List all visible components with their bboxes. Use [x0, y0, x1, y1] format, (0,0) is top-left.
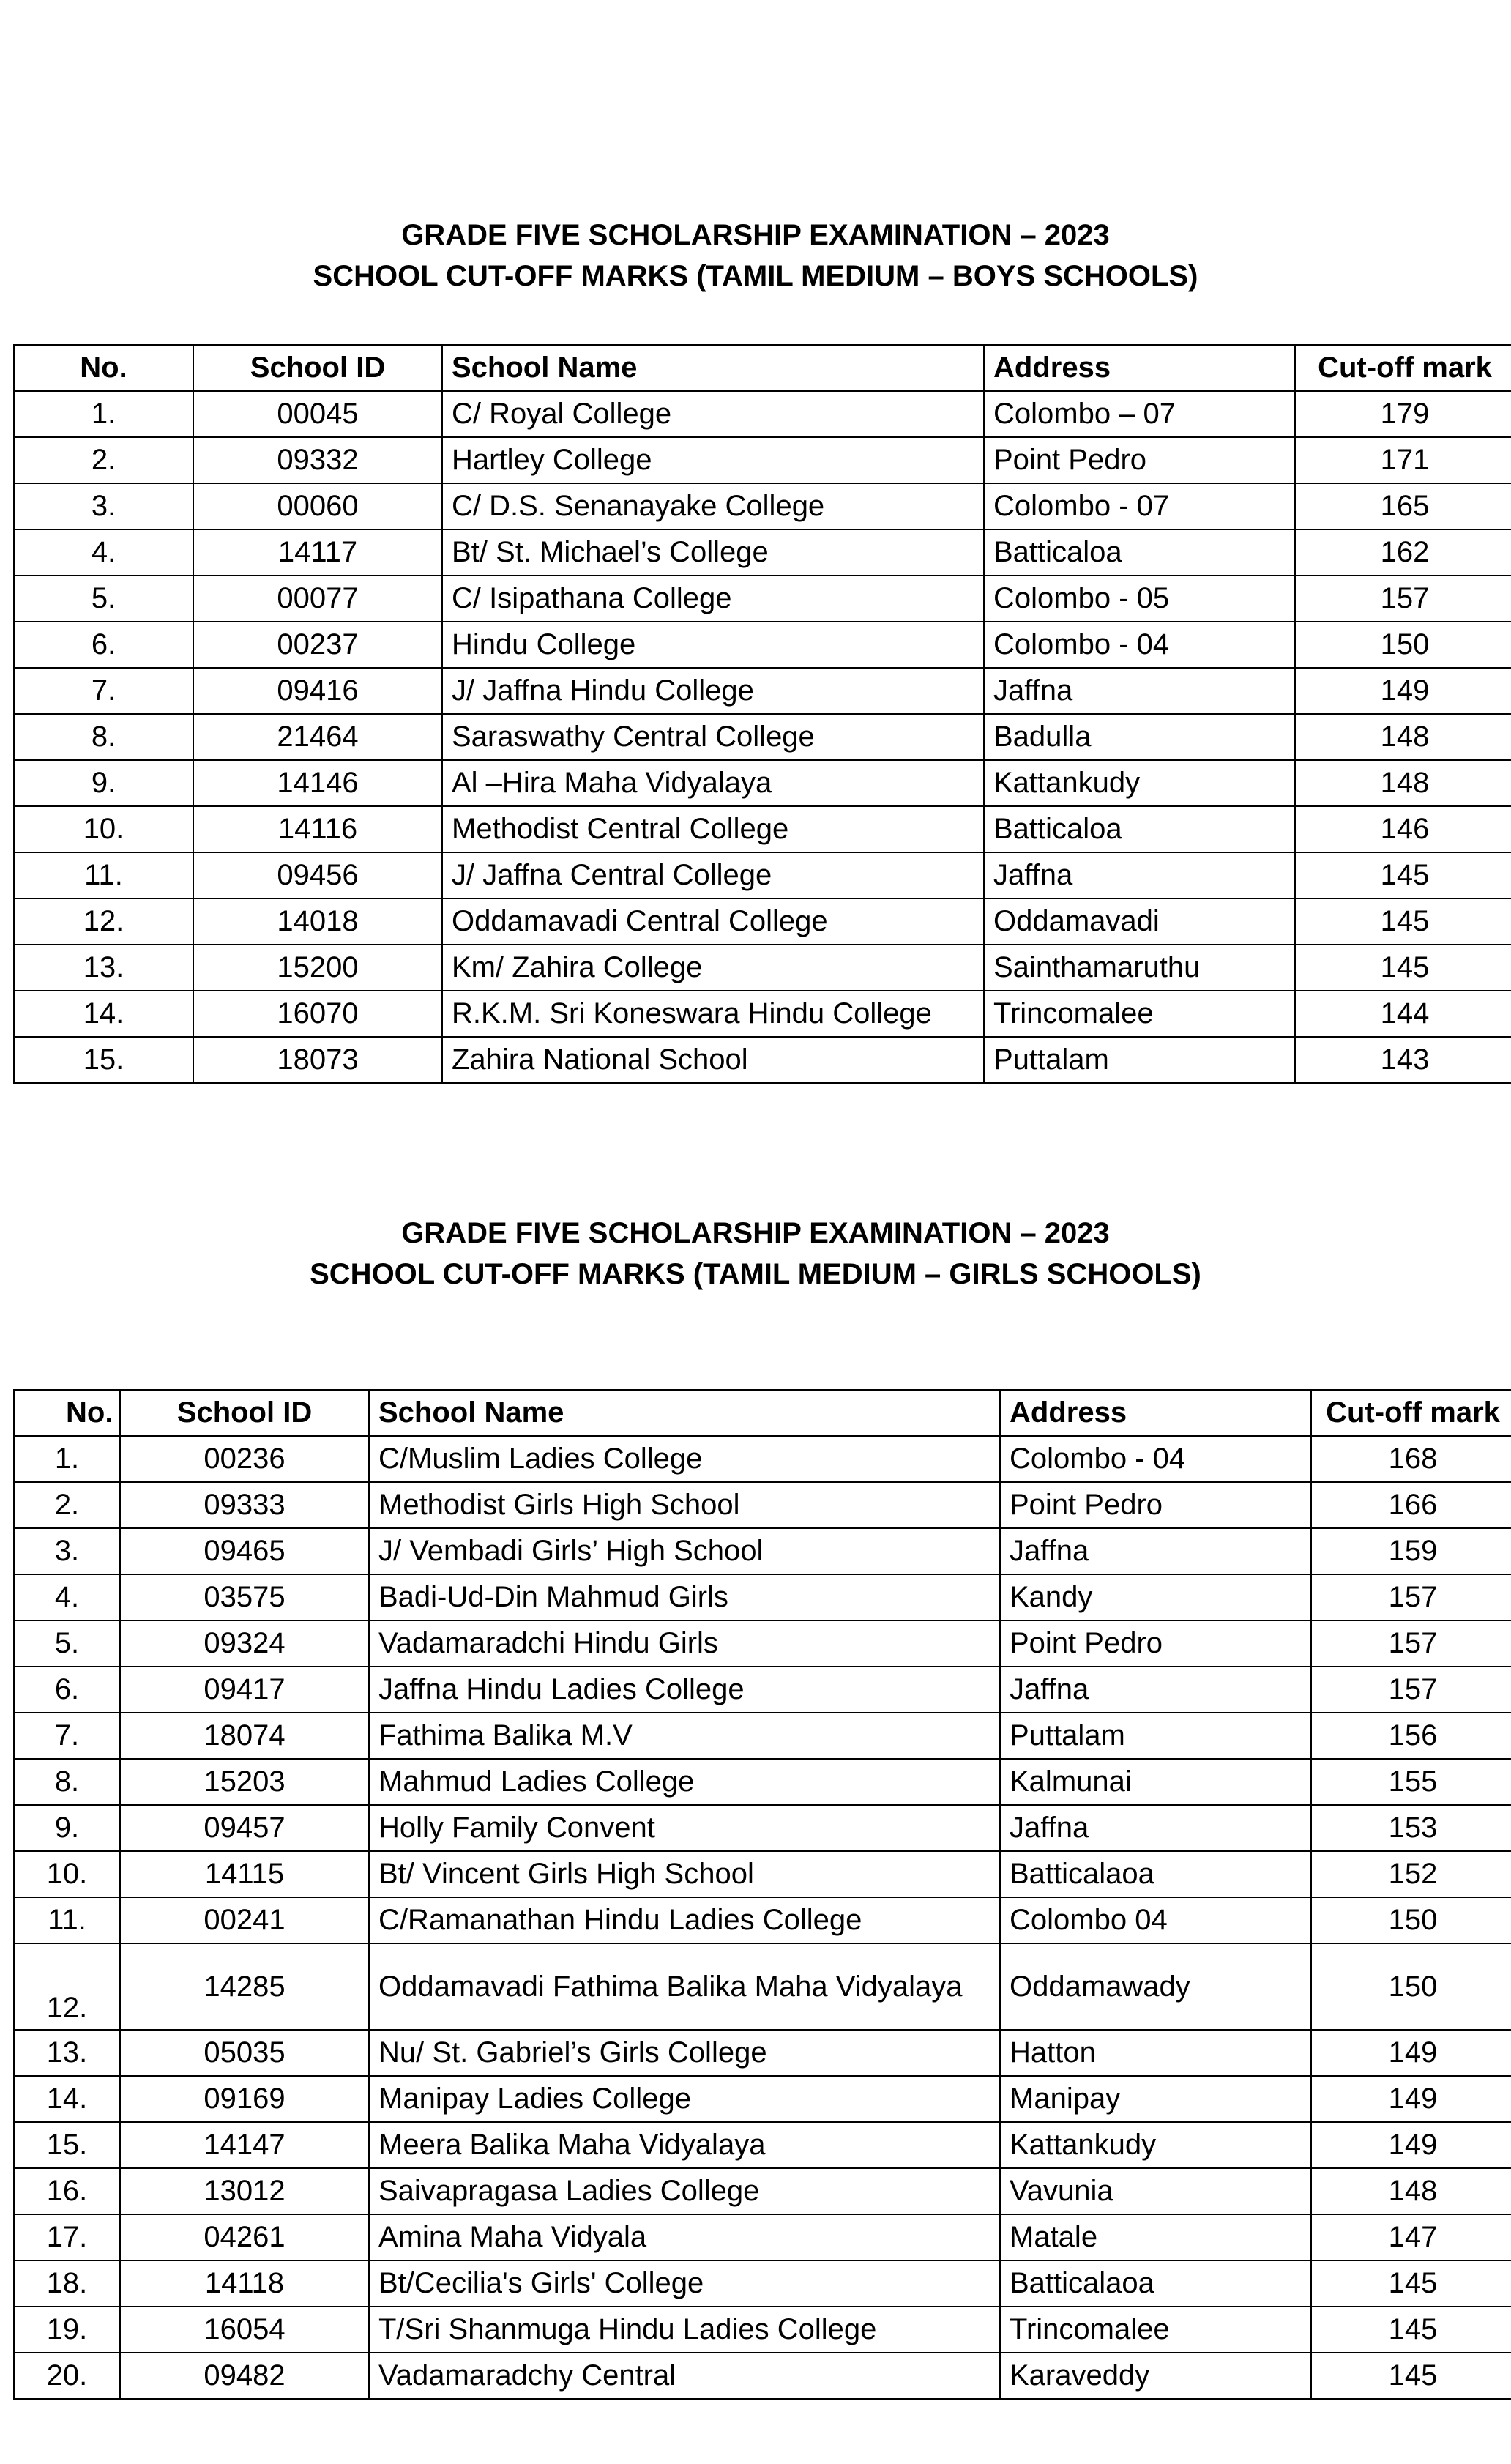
school-name: Saivapragasa Ladies College — [369, 2168, 1000, 2214]
table-row — [14, 1574, 1511, 1620]
school-id: 09324 — [120, 1620, 369, 1667]
address: Trincomalee — [1000, 2307, 1311, 2353]
header-address: Address — [984, 345, 1295, 391]
address: Jaffna — [984, 668, 1295, 714]
table-row — [14, 1897, 1511, 1943]
cutoff-mark: 149 — [1311, 2122, 1511, 2168]
school-id: 14146 — [193, 760, 442, 806]
cutoff-mark: 162 — [1295, 529, 1511, 576]
school-id: 09332 — [193, 437, 442, 483]
table-row — [14, 576, 1511, 622]
address: Vavunia — [1000, 2168, 1311, 2214]
row-number: 5. — [14, 576, 193, 622]
school-id: 14147 — [120, 2122, 369, 2168]
school-name: Jaffna Hindu Ladies College — [369, 1667, 1000, 1713]
school-id: 00077 — [193, 576, 442, 622]
cutoff-mark: 149 — [1295, 668, 1511, 714]
row-number: 9. — [14, 1805, 120, 1851]
table-row — [14, 2030, 1511, 2076]
row-number: 1. — [14, 391, 193, 437]
row-number: 10. — [14, 1851, 120, 1897]
row-number: 6. — [14, 1667, 120, 1713]
cutoff-mark: 147 — [1311, 2214, 1511, 2260]
school-name: C/ Isipathana College — [442, 576, 984, 622]
school-id: 00045 — [193, 391, 442, 437]
school-id: 14118 — [120, 2260, 369, 2307]
table-row — [14, 898, 1511, 945]
address: Jaffna — [984, 852, 1295, 898]
school-name: Nu/ St. Gabriel’s Girls College — [369, 2030, 1000, 2076]
row-number: 5. — [14, 1620, 120, 1667]
row-number: 8. — [14, 714, 193, 760]
row-number: 7. — [14, 1713, 120, 1759]
cutoff-mark: 179 — [1295, 391, 1511, 437]
school-name: T/Sri Shanmuga Hindu Ladies College — [369, 2307, 1000, 2353]
cutoff-mark: 148 — [1295, 714, 1511, 760]
address: Puttalam — [984, 1037, 1295, 1083]
header-school-name: School Name — [442, 345, 984, 391]
school-id: 09169 — [120, 2076, 369, 2122]
table-row — [14, 714, 1511, 760]
address: Hatton — [1000, 2030, 1311, 2076]
school-name: Amina Maha Vidyala — [369, 2214, 1000, 2260]
cutoff-mark: 144 — [1295, 991, 1511, 1037]
address: Batticalaoa — [1000, 2260, 1311, 2307]
address: Colombo - 04 — [984, 622, 1295, 668]
address: Manipay — [1000, 2076, 1311, 2122]
school-name: J/ Jaffna Hindu College — [442, 668, 984, 714]
school-name: Zahira National School — [442, 1037, 984, 1083]
table-row — [14, 1943, 1511, 2030]
row-number: 19. — [14, 2307, 120, 2353]
school-name: R.K.M. Sri Koneswara Hindu College — [442, 991, 984, 1037]
table-row — [14, 1667, 1511, 1713]
school-name: Bt/Cecilia's Girls' College — [369, 2260, 1000, 2307]
school-name: Methodist Central College — [442, 806, 984, 852]
row-number: 15. — [14, 2122, 120, 2168]
row-number: 13. — [14, 2030, 120, 2076]
row-number: 14. — [14, 2076, 120, 2122]
address: Colombo – 07 — [984, 391, 1295, 437]
header-cutoff-mark: Cut-off mark — [1295, 345, 1511, 391]
table-row — [14, 529, 1511, 576]
row-number: 4. — [14, 1574, 120, 1620]
row-number: 7. — [14, 668, 193, 714]
cutoff-mark: 155 — [1311, 1759, 1511, 1805]
school-name: Meera Balika Maha Vidyalaya — [369, 2122, 1000, 2168]
row-number: 8. — [14, 1759, 120, 1805]
school-id: 14018 — [193, 898, 442, 945]
cutoff-mark: 149 — [1311, 2076, 1511, 2122]
school-name: Hindu College — [442, 622, 984, 668]
cutoff-mark: 150 — [1311, 1897, 1511, 1943]
address: Jaffna — [1000, 1805, 1311, 1851]
row-number: 14. — [14, 991, 193, 1037]
cutoff-mark: 145 — [1295, 945, 1511, 991]
row-number: 1. — [14, 1436, 120, 1482]
school-id: 09465 — [120, 1528, 369, 1574]
cutoff-mark: 156 — [1311, 1713, 1511, 1759]
school-id: 09482 — [120, 2353, 369, 2399]
cutoff-mark: 165 — [1295, 483, 1511, 529]
boys-header-row — [14, 345, 1511, 391]
row-number: 12. — [14, 1943, 120, 2030]
school-name: J/ Vembadi Girls’ High School — [369, 1528, 1000, 1574]
row-number: 11. — [14, 1897, 120, 1943]
school-id: 16070 — [193, 991, 442, 1037]
cutoff-mark: 168 — [1311, 1436, 1511, 1482]
school-name: Fathima Balika M.V — [369, 1713, 1000, 1759]
school-id: 09417 — [120, 1667, 369, 1713]
cutoff-mark: 148 — [1295, 760, 1511, 806]
school-id: 05035 — [120, 2030, 369, 2076]
row-number: 20. — [14, 2353, 120, 2399]
school-id: 00241 — [120, 1897, 369, 1943]
table-row — [14, 483, 1511, 529]
school-name: Manipay Ladies College — [369, 2076, 1000, 2122]
row-number: 6. — [14, 622, 193, 668]
school-id: 09416 — [193, 668, 442, 714]
row-number: 9. — [14, 760, 193, 806]
cutoff-mark: 146 — [1295, 806, 1511, 852]
table-row — [14, 991, 1511, 1037]
address: Point Pedro — [984, 437, 1295, 483]
school-id: 00236 — [120, 1436, 369, 1482]
table-row — [14, 2214, 1511, 2260]
boys-title-line2: SCHOOL CUT-OFF MARKS (TAMIL MEDIUM – BOYS SCHOOLS) — [313, 260, 1198, 292]
table-row — [14, 1851, 1511, 1897]
cutoff-mark: 157 — [1311, 1667, 1511, 1713]
school-name: J/ Jaffna Central College — [442, 852, 984, 898]
row-number: 4. — [14, 529, 193, 576]
table-row — [14, 1037, 1511, 1083]
header-cutoff-mark: Cut-off mark — [1311, 1390, 1511, 1436]
row-number: 16. — [14, 2168, 120, 2214]
table-row — [14, 437, 1511, 483]
boys-title-line1: GRADE FIVE SCHOLARSHIP EXAMINATION – 2023 — [401, 219, 1110, 251]
school-id: 13012 — [120, 2168, 369, 2214]
row-number: 15. — [14, 1037, 193, 1083]
cutoff-mark: 145 — [1295, 852, 1511, 898]
school-name: C/Ramanathan Hindu Ladies College — [369, 1897, 1000, 1943]
cutoff-mark: 145 — [1311, 2353, 1511, 2399]
address: Batticaloa — [984, 806, 1295, 852]
table-row — [14, 1805, 1511, 1851]
address: Point Pedro — [1000, 1482, 1311, 1528]
header-no: No. — [14, 1390, 120, 1436]
school-name: C/ D.S. Senanayake College — [442, 483, 984, 529]
header-address: Address — [1000, 1390, 1311, 1436]
cutoff-mark: 145 — [1311, 2307, 1511, 2353]
school-name: Mahmud Ladies College — [369, 1759, 1000, 1805]
school-id: 00237 — [193, 622, 442, 668]
table-row — [14, 945, 1511, 991]
school-name: Oddamavadi Fathima Balika Maha Vidyalaya — [369, 1943, 1000, 2030]
address: Trincomalee — [984, 991, 1295, 1037]
school-name: Al –Hira Maha Vidyalaya — [442, 760, 984, 806]
school-name: Saraswathy Central College — [442, 714, 984, 760]
table-row — [14, 760, 1511, 806]
school-name: Vadamaradchi Hindu Girls — [369, 1620, 1000, 1667]
cutoff-mark: 150 — [1311, 1943, 1511, 2030]
cutoff-mark: 149 — [1311, 2030, 1511, 2076]
table-row — [14, 1759, 1511, 1805]
address: Kandy — [1000, 1574, 1311, 1620]
table-row — [14, 2076, 1511, 2122]
school-name: Oddamavadi Central College — [442, 898, 984, 945]
address: Badulla — [984, 714, 1295, 760]
row-number: 10. — [14, 806, 193, 852]
table-row — [14, 852, 1511, 898]
row-number: 3. — [14, 1528, 120, 1574]
table-row — [14, 1436, 1511, 1482]
school-name: Methodist Girls High School — [369, 1482, 1000, 1528]
address: Puttalam — [1000, 1713, 1311, 1759]
table-row — [14, 2122, 1511, 2168]
cutoff-mark: 143 — [1295, 1037, 1511, 1083]
table-row — [14, 2353, 1511, 2399]
header-school-name: School Name — [369, 1390, 1000, 1436]
boys-heading — [0, 215, 1511, 297]
header-no: No. — [14, 345, 193, 391]
cutoff-mark: 171 — [1295, 437, 1511, 483]
table-row — [14, 622, 1511, 668]
address: Karaveddy — [1000, 2353, 1311, 2399]
table-row — [14, 2168, 1511, 2214]
table-row — [14, 1713, 1511, 1759]
table-row — [14, 668, 1511, 714]
address: Colombo - 04 — [1000, 1436, 1311, 1482]
school-name: Badi-Ud-Din Mahmud Girls — [369, 1574, 1000, 1620]
school-id: 14116 — [193, 806, 442, 852]
address: Oddamawady — [1000, 1943, 1311, 2030]
school-name: Hartley College — [442, 437, 984, 483]
table-row — [14, 806, 1511, 852]
cutoff-mark: 157 — [1311, 1574, 1511, 1620]
school-id: 09333 — [120, 1482, 369, 1528]
row-number: 2. — [14, 437, 193, 483]
school-id: 14115 — [120, 1851, 369, 1897]
boys-cutoff-table — [13, 344, 1511, 1084]
school-name: Holly Family Convent — [369, 1805, 1000, 1851]
school-id: 14285 — [120, 1943, 369, 2030]
school-id: 03575 — [120, 1574, 369, 1620]
girls-heading — [0, 1213, 1511, 1295]
table-row — [14, 1620, 1511, 1667]
school-id: 18074 — [120, 1713, 369, 1759]
row-number: 17. — [14, 2214, 120, 2260]
cutoff-mark: 150 — [1295, 622, 1511, 668]
address: Batticalaoa — [1000, 1851, 1311, 1897]
school-id: 00060 — [193, 483, 442, 529]
address: Oddamavadi — [984, 898, 1295, 945]
school-name: C/ Royal College — [442, 391, 984, 437]
row-number: 11. — [14, 852, 193, 898]
address: Kattankudy — [1000, 2122, 1311, 2168]
school-id: 16054 — [120, 2307, 369, 2353]
header-school-id: School ID — [120, 1390, 369, 1436]
school-id: 09457 — [120, 1805, 369, 1851]
address: Sainthamaruthu — [984, 945, 1295, 991]
address: Colombo - 05 — [984, 576, 1295, 622]
girls-title-line2: SCHOOL CUT-OFF MARKS (TAMIL MEDIUM – GIRLS SCHOOLS) — [310, 1258, 1201, 1290]
table-row — [14, 1482, 1511, 1528]
school-name: Km/ Zahira College — [442, 945, 984, 991]
school-id: 04261 — [120, 2214, 369, 2260]
cutoff-mark: 157 — [1311, 1620, 1511, 1667]
row-number: 12. — [14, 898, 193, 945]
row-number: 18. — [14, 2260, 120, 2307]
school-name: Vadamaradchy Central — [369, 2353, 1000, 2399]
row-number: 3. — [14, 483, 193, 529]
girls-header-row — [14, 1390, 1511, 1436]
address: Colombo - 07 — [984, 483, 1295, 529]
address: Jaffna — [1000, 1667, 1311, 1713]
address: Point Pedro — [1000, 1620, 1311, 1667]
school-id: 15200 — [193, 945, 442, 991]
cutoff-mark: 166 — [1311, 1482, 1511, 1528]
girls-title-line1: GRADE FIVE SCHOLARSHIP EXAMINATION – 2023 — [401, 1217, 1110, 1249]
header-school-id: School ID — [193, 345, 442, 391]
school-name: Bt/ Vincent Girls High School — [369, 1851, 1000, 1897]
school-id: 09456 — [193, 852, 442, 898]
school-id: 18073 — [193, 1037, 442, 1083]
address: Matale — [1000, 2214, 1311, 2260]
school-name: C/Muslim Ladies College — [369, 1436, 1000, 1482]
address: Kalmunai — [1000, 1759, 1311, 1805]
cutoff-mark: 152 — [1311, 1851, 1511, 1897]
address: Batticaloa — [984, 529, 1295, 576]
table-row — [14, 2260, 1511, 2307]
school-id: 14117 — [193, 529, 442, 576]
girls-cutoff-table — [13, 1389, 1511, 2400]
school-id: 21464 — [193, 714, 442, 760]
address: Colombo 04 — [1000, 1897, 1311, 1943]
address: Kattankudy — [984, 760, 1295, 806]
row-number: 13. — [14, 945, 193, 991]
cutoff-mark: 145 — [1311, 2260, 1511, 2307]
table-row — [14, 1528, 1511, 1574]
address: Jaffna — [1000, 1528, 1311, 1574]
cutoff-mark: 153 — [1311, 1805, 1511, 1851]
table-row — [14, 391, 1511, 437]
table-row — [14, 2307, 1511, 2353]
cutoff-mark: 148 — [1311, 2168, 1511, 2214]
cutoff-mark: 145 — [1295, 898, 1511, 945]
cutoff-mark: 157 — [1295, 576, 1511, 622]
school-id: 15203 — [120, 1759, 369, 1805]
cutoff-mark: 159 — [1311, 1528, 1511, 1574]
school-name: Bt/ St. Michael’s College — [442, 529, 984, 576]
row-number: 2. — [14, 1482, 120, 1528]
